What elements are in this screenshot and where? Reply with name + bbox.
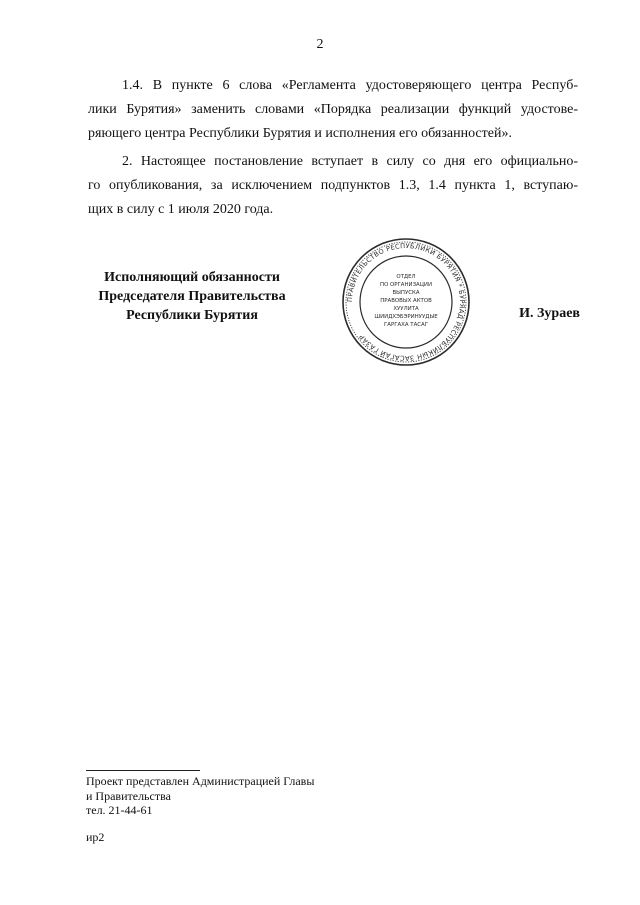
seal-center-text <box>374 274 438 328</box>
footer-note <box>86 774 314 818</box>
footer-note-line: тел. 21-44-61 <box>86 803 153 817</box>
svg-text:ГАРГАХА ТАСАГ: ГАРГАХА ТАСАГ <box>383 322 429 328</box>
svg-text:ВЫПУСКА: ВЫПУСКА <box>392 290 420 296</box>
paragraph-line: ряющего центра Республики Бурятия и исполнения его обязанностей». <box>88 126 512 141</box>
official-seal-stamp <box>340 236 472 368</box>
signatory-position-line: Республики Бурятия <box>126 308 258 323</box>
footer-note-line: Проект представлен Администрацией Главы <box>86 774 315 788</box>
page-number: 2 <box>316 37 324 52</box>
svg-text:ШИИДХЭБЭРИНУУДЫЕ: ШИИДХЭБЭРИНУУДЫЕ <box>374 314 438 320</box>
paragraph-line: 1.4. В пункте 6 слова «Регламента удостоверяющего центра Респуб- <box>122 78 578 93</box>
footer-divider <box>86 770 200 771</box>
document-code: ир2 <box>86 830 105 844</box>
paragraph-line: 2. Настоящее постановление вступает в силу со дня его официально- <box>122 154 578 169</box>
signatory-position-line: Председателя Правительства <box>98 289 286 304</box>
paragraph-line: щих в силу с 1 июля 2020 года. <box>88 202 274 217</box>
footer-note-line: и Правительства <box>86 788 171 803</box>
seal-ring-text: ПРАВИТЕЛЬСТВО РЕСПУБЛИКИ БУРЯТИЯ * БУРЯАД РЕСПУБЛИКЫН ЗАСАГАЙ ГАЗАР <box>345 241 467 363</box>
signatory-name: И. Зураев <box>519 306 580 321</box>
signatory-position-line: Исполняющий обязанности <box>104 270 280 285</box>
paragraph-item-1-4 <box>88 74 578 146</box>
signatory-position <box>82 268 302 325</box>
svg-text:ПРАВОВЫХ АКТОВ: ПРАВОВЫХ АКТОВ <box>380 298 432 304</box>
paragraph-line: го опубликования, за исключением подпунктов 1.3, 1.4 пункта 1, вступаю- <box>88 178 578 193</box>
svg-text:ХУУЛИТА: ХУУЛИТА <box>393 306 419 312</box>
paragraph-line: лики Бурятия» заменить словами «Порядка реализации функций удостове- <box>88 102 578 117</box>
svg-text:ОТДЕЛ: ОТДЕЛ <box>396 274 416 280</box>
paragraph-item-2 <box>88 150 578 222</box>
svg-text:ПО ОРГАНИЗАЦИИ: ПО ОРГАНИЗАЦИИ <box>380 282 432 288</box>
